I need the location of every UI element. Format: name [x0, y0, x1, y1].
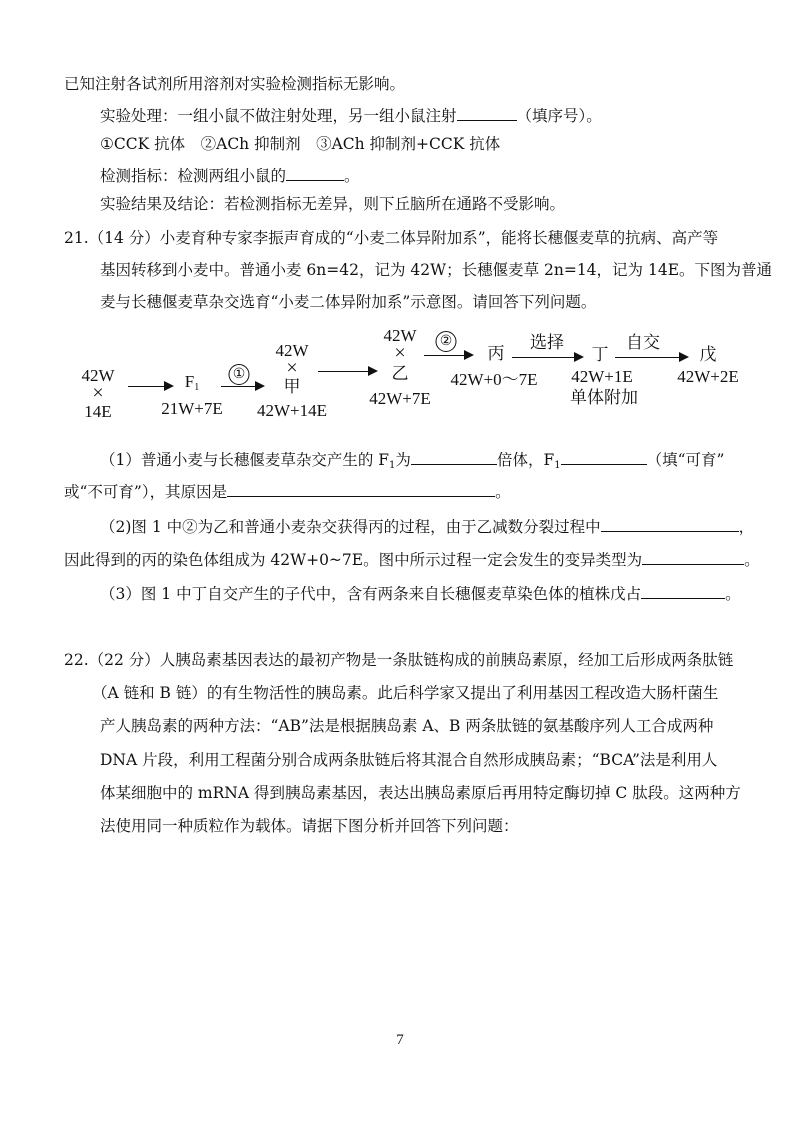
q22-line4: DNA 片段，利用工程菌分别合成两条肽链后将其混合自然形成胰岛素；“BCA”法是利用人: [100, 751, 718, 769]
q21-sub2-line2: 因此得到的丙的染色体组成为 42W+0~7E。图中所示过程一定会发生的变异类型为 。: [64, 548, 760, 570]
arrow-4: [424, 355, 472, 356]
prev-treatment: [100, 104, 602, 126]
f1-chromosomes: 21W+7E: [161, 399, 223, 418]
q21-stem-line2: 基因转移到小麦中。普通小麦 6n=42，记为 42W；长穗偃麦草 2n=14，记为 14E。下图为普通: [100, 261, 773, 279]
arrow-5: [512, 357, 582, 358]
bing-chromosomes: 42W+0～7E: [450, 370, 538, 389]
answer-blank-fertility[interactable]: [561, 448, 647, 465]
arrow-1: [128, 386, 172, 387]
q21-sub2-line1: （2)图 1 中②为乙和普通小麦杂交获得丙的过程，由于乙减数分裂过程中 ，: [100, 515, 754, 537]
arrow-6: [615, 357, 687, 358]
yi-label: 乙: [391, 364, 409, 383]
q22-line6: 法使用同一种质粒作为载体。请据下图分析并回答下列问题：: [100, 817, 519, 835]
ding-note: 单体附加: [570, 388, 638, 407]
step-1-label: ①: [229, 363, 250, 385]
parent-wheat: 42W: [81, 366, 115, 385]
detect-text: 检测指标：检测两组小鼠的: [100, 167, 287, 185]
answer-blank-meiosis[interactable]: [601, 515, 739, 532]
treatment-text: 实验处理：一组小鼠不做注射处理，另一组小鼠注射: [100, 107, 457, 125]
f1-label: $F_1$: [184, 372, 200, 393]
prev-options: ①CCK 抗体 ②ACh 抑制剂 ③ACh 抑制剂+CCK 抗体: [100, 135, 501, 153]
ding-chromosomes: 42W+1E: [571, 367, 633, 386]
ding-label: 丁: [591, 345, 609, 364]
answer-blank-reason[interactable]: [227, 480, 495, 497]
prev-result: 实验结果及结论：若检测指标无差异，则下丘脑所在通路不受影响。: [100, 195, 566, 213]
arrow-2: [221, 386, 263, 387]
jia-chromosomes: 42W+14E: [256, 401, 328, 420]
cross-symbol: ×: [92, 382, 104, 404]
select-label: 选择: [530, 333, 564, 352]
detect-end: 。: [344, 167, 360, 185]
yi-chromosomes: 42W+7E: [369, 389, 431, 408]
answer-blank-variation[interactable]: [642, 548, 744, 565]
answer-blank-treatment[interactable]: [457, 104, 517, 121]
treatment-hint: （填序号）。: [516, 107, 602, 125]
q22-line1: 22.（22 分）人胰岛素基因表达的最初产物是一条肽链构成的前胰岛素原，经加工后形成两条肽链: [64, 651, 734, 669]
prev-detect: [100, 164, 360, 186]
cross-symbol-2: ×: [286, 357, 298, 379]
self-cross-label: 自交: [626, 333, 660, 352]
answer-blank-detect[interactable]: [286, 164, 344, 181]
page-number: 7: [396, 1032, 404, 1048]
jia-wheat: 42W: [275, 341, 309, 360]
arrow-3: [318, 371, 376, 372]
q21-sub1-line1: （1）普通小麦与长穗偃麦草杂交产生的 $F_1$为 倍体，$F_1$ （填“可育”: [100, 448, 724, 476]
parent-wheatgrass: 14E: [84, 402, 112, 421]
q21-sub3: （3）图 1 中丁自交产生的子代中，含有两条来自长穗偃麦草染色体的植株戊占 。: [100, 582, 741, 604]
step-2-label: ②: [436, 330, 457, 352]
q21-sub1-line2: 或“不可育”），其原因是 。: [64, 480, 511, 502]
q21-stem-line3: 麦与长穗偃麦草杂交选育“小麦二体异附加系”示意图。请回答下列问题。: [100, 293, 597, 311]
prev-note: 已知注射各试剂所用溶剂对实验检测指标无影响。: [64, 75, 406, 93]
q22-line2: （A 链和 B 链）的有生物活性的胰岛素。此后科学家又提出了利用基因工程改造大肠杆菌生: [92, 684, 719, 702]
cross-symbol-3: ×: [394, 342, 406, 364]
answer-blank-ploidy[interactable]: [411, 448, 497, 465]
yi-wheat: 42W: [383, 326, 417, 345]
wu-label: 戊: [699, 345, 717, 364]
wu-chromosomes: 42W+2E: [677, 367, 739, 386]
q22-line5: 体某细胞中的 mRNA 得到胰岛素基因，表达出胰岛素原后再用特定酶切掉 C 肽段。这两种方: [100, 784, 741, 802]
bing-label: 丙: [487, 344, 505, 363]
q22-line3: 产人胰岛素的两种方法：“AB”法是根据胰岛素 A、B 两条肽链的氨基酸序列人工合成两种: [100, 717, 714, 735]
q21-stem-line1: 21.（14 分）小麦育种专家李振声育成的“小麦二体异附加系”，能将长穗偃麦草的抗病、高产等: [64, 229, 719, 247]
answer-blank-ratio[interactable]: [641, 582, 725, 599]
jia-label: 甲: [283, 377, 301, 396]
